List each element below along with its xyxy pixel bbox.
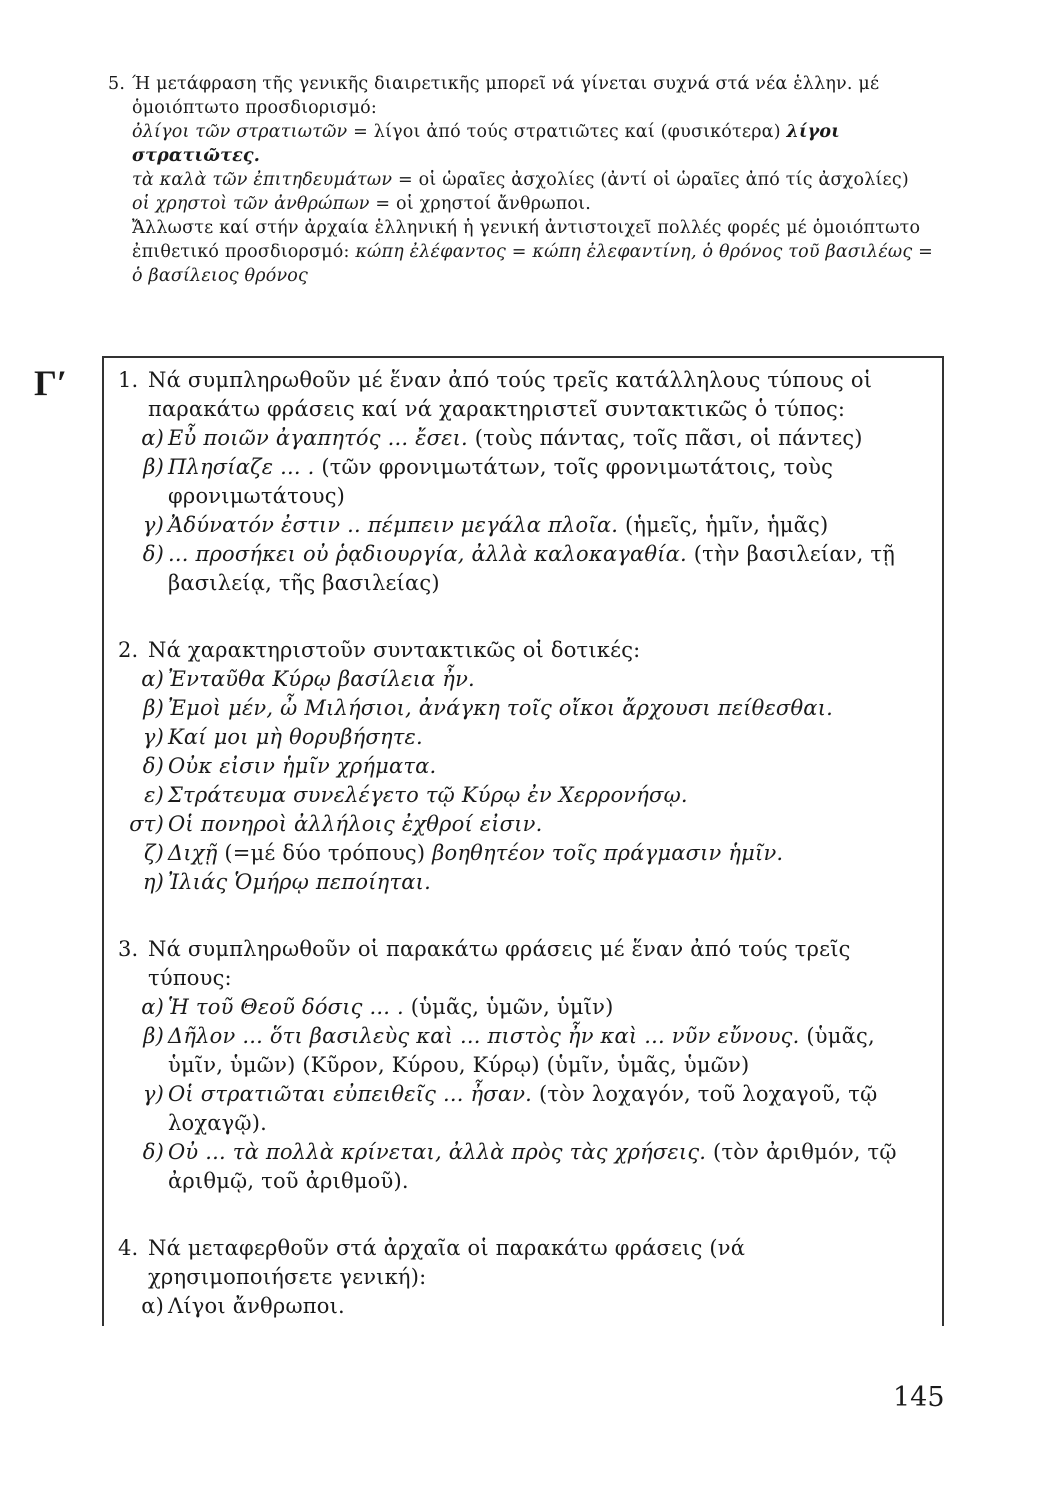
item-options: (τὴν βασιλείαν, τῇ βασιλείᾳ, τῆς βασιλείας) [168, 542, 896, 595]
exercise-instruction-text: Νά χαρακτηριστοῦν συντακτικῶς οἱ δοτικές: [148, 638, 641, 662]
exercise-item [118, 665, 934, 694]
exercise-instruction [118, 636, 934, 665]
exercise-item [118, 1022, 934, 1080]
note-example-1-bold: λίγοι στρατιῶτες. [132, 122, 840, 166]
exercise-number: 2. [118, 638, 139, 662]
exercise-item [118, 511, 934, 540]
exercise-list [118, 366, 934, 1359]
exercise-item [118, 424, 934, 453]
exercise-item [118, 1138, 934, 1196]
item-greek: Καί μοι μὴ θορυβήσητε. [168, 725, 423, 749]
item-greek: Ἡ τοῦ Θεοῦ δόσις ... . [168, 995, 404, 1019]
item-options: (τοὺς πάντας, τοῖς πᾶσι, οἱ πάντες) [467, 426, 863, 450]
exercise-items [118, 665, 934, 897]
exercise-2 [118, 636, 934, 897]
exercise-number: 4. [118, 1236, 139, 1260]
item-greek: Οἱ στρατιῶται εὐπειθεῖς ... ἦσαν. [168, 1082, 533, 1106]
page-number: 145 [893, 1382, 945, 1413]
item-greek: Δῆλον ... ὅτι βασιλεὺς καὶ ... πιστὸς ἦν καὶ ... νῦν εὔνους. [168, 1024, 800, 1048]
item-greek: Ἐνταῦθα Κύρῳ βασίλεια ἦν. [168, 667, 475, 691]
exercise-item [118, 453, 934, 511]
item-greek: Οἱ πονηροὶ ἀλλήλοις ἐχθροί εἰσιν. [168, 812, 543, 836]
exercise-items [118, 993, 934, 1196]
item-greek: Στράτευμα συνελέγετο τῷ Κύρῳ ἐν Χερρονήσῳ. [168, 783, 688, 807]
item-greek-continued: βοηθητέον τοῖς πράγμασιν ἡμῖν. [432, 841, 784, 865]
footnote-section [108, 72, 948, 288]
item-greek: Διχῇ [168, 841, 218, 865]
note-example-2 [108, 168, 948, 192]
item-options: (τὸν λοχαγόν, τοῦ λοχαγοῦ, τῷ λοχαγῷ). [168, 1082, 878, 1135]
note-example-2-greek: τὰ καλὰ τῶν ἐπιτηδευμάτων [132, 170, 393, 190]
item-label: γ) [142, 1082, 164, 1106]
exercise-items [118, 1292, 934, 1321]
item-label: δ) [142, 1140, 164, 1164]
item-greek: ... προσήκει οὐ ῥᾳδιουργία, ἀλλὰ καλοκαγαθία. [168, 542, 687, 566]
exercise-item [118, 810, 934, 839]
note-example-1-greek: ὀλίγοι τῶν στρατιωτῶν [132, 122, 348, 142]
item-greek: Ἐμοὶ μέν, ὦ Μιλήσιοι, ἀνάγκη τοῖς οἴκοι ἄρχουσι πείθεσθαι. [168, 696, 833, 720]
exercise-4 [118, 1234, 934, 1321]
exercise-instruction [118, 935, 934, 993]
exercise-item [118, 781, 934, 810]
exercise-item [118, 752, 934, 781]
item-label: β) [143, 455, 164, 479]
note-example-1 [108, 120, 948, 168]
exercise-box-left-border [102, 356, 104, 1326]
note-example-1-rest: = λίγοι ἀπό τούς στρατιῶτες καί (φυσικότερα) [347, 122, 787, 142]
note-number: 5. [108, 74, 126, 94]
note-example-2-rest: = οἱ ὡραῖες ἀσχολίες (ἀντί οἱ ὡραῖες ἀπό τίς ἀσχολίες) [392, 170, 909, 190]
item-label: α) [141, 995, 164, 1019]
item-label: η) [142, 870, 164, 894]
exercise-item [118, 694, 934, 723]
item-greek: Οὐκ εἰσιν ἡμῖν χρήματα. [168, 754, 437, 778]
item-label: α) [141, 426, 164, 450]
exercise-item [118, 993, 934, 1022]
exercise-instruction-text: Νά συμπληρωθοῦν οἱ παρακάτω φράσεις μέ ἕναν ἀπό τούς τρεῖς τύπους: [148, 937, 851, 990]
exercise-item [118, 540, 934, 598]
item-options: (ὑμᾶς, ὑμῖν, ὑμῶν) (Κῦρον, Κύρου, Κύρῳ) (ὑμῖν, ὑμᾶς, ὑμῶν) [168, 1024, 875, 1077]
note-example-3-rest: = οἱ χρηστοί ἄνθρωποι. [369, 194, 591, 214]
exercise-box-right-border [942, 356, 944, 1326]
item-options: (ὑμᾶς, ὑμῶν, ὑμῖν) [403, 995, 614, 1019]
item-label: α) [141, 667, 164, 691]
item-greek: Εὖ ποιῶν ἀγαπητός ... ἔσει. [168, 426, 468, 450]
exercise-box-top-border [102, 356, 944, 358]
item-label: γ) [142, 513, 164, 537]
item-label: δ) [142, 542, 164, 566]
exercise-number: 1. [118, 368, 139, 392]
exercise-instruction [118, 366, 934, 424]
item-label: ε) [144, 783, 164, 807]
note-extra-text: Ἄλλωστε καί στήν ἀρχαία ἑλληνική ἡ γενική ἀντιστοιχεῖ πολλές φορές μέ ὁμοιόπτωτο ἐπιθετικό προσδιορσμό: [132, 218, 921, 262]
note-extra [108, 216, 948, 288]
note-paragraph [108, 72, 948, 120]
exercise-instruction-text: Νά συμπληρωθοῦν μέ ἕναν ἀπό τούς τρεῖς κατάλληλους τύπους οἱ παρακάτω φράσεις καί νά χαρακτηριστεῖ συντακτικῶς ὁ τύπος: [148, 368, 873, 421]
note-example-3-greek: οἱ χρηστοὶ τῶν ἀνθρώπων [132, 194, 370, 214]
item-greek: Ἀδύνατόν ἐστιν .. πέμπειν μεγάλα πλοῖα. [168, 513, 619, 537]
item-options: (τῶν φρονιμωτάτων, τοῖς φρονιμωτάτοις, τοὺς φρονιμωτάτους) [168, 455, 834, 508]
item-label: δ) [142, 754, 164, 778]
item-greek: Ἰλιάς Ὁμήρῳ πεποίηται. [168, 870, 431, 894]
exercise-item [118, 839, 934, 868]
note-extra-examples: κώπη ἐλέφαντος = κώπη ἐλεφαντίνη, ὁ θρόνος τοῦ βασιλέως = ὁ βασίλειος θρόνος [132, 242, 934, 286]
exercise-item [118, 723, 934, 752]
note-intro: Ή μετάφραση τῆς γενικῆς διαιρετικῆς μπορεῖ νά γίνεται συχνά στά νέα ἑλλην. μέ ὁμοιόπτωτο προσδιορισμό: [132, 74, 880, 118]
exercise-3 [118, 935, 934, 1196]
exercise-1 [118, 366, 934, 598]
exercise-item [118, 1080, 934, 1138]
item-label: ζ) [144, 841, 164, 865]
note-example-3 [108, 192, 948, 216]
item-label: β) [143, 1024, 164, 1048]
exercise-instruction-text: Νά μεταφερθοῦν στά ἀρχαῖα οἱ παρακάτω φράσεις (νά χρησιμοποιήσετε γενική): [148, 1236, 746, 1289]
exercise-instruction [118, 1234, 934, 1292]
exercise-item [118, 868, 934, 897]
item-label: β) [143, 696, 164, 720]
exercise-number: 3. [118, 937, 139, 961]
exercise-item [118, 1292, 934, 1321]
item-text: Λίγοι ἄνθρωποι. [168, 1294, 345, 1318]
item-options: (τὸν ἀριθμόν, τῷ ἀριθμῷ, τοῦ ἀριθμοῦ). [168, 1140, 897, 1193]
item-greek: Πλησίαζε ... . [168, 455, 315, 479]
section-letter: Γ′ [34, 363, 68, 403]
item-label: στ) [129, 812, 164, 836]
item-options: (=μέ δύο τρόπους) [217, 841, 433, 865]
item-label: α) [141, 1294, 164, 1318]
item-greek: Οὐ ... τὰ πολλὰ κρίνεται, ἀλλὰ πρὸς τὰς χρήσεις. [168, 1140, 707, 1164]
exercise-items [118, 424, 934, 598]
item-label: γ) [142, 725, 164, 749]
item-options: (ἡμεῖς, ἡμῖν, ἡμᾶς) [618, 513, 829, 537]
